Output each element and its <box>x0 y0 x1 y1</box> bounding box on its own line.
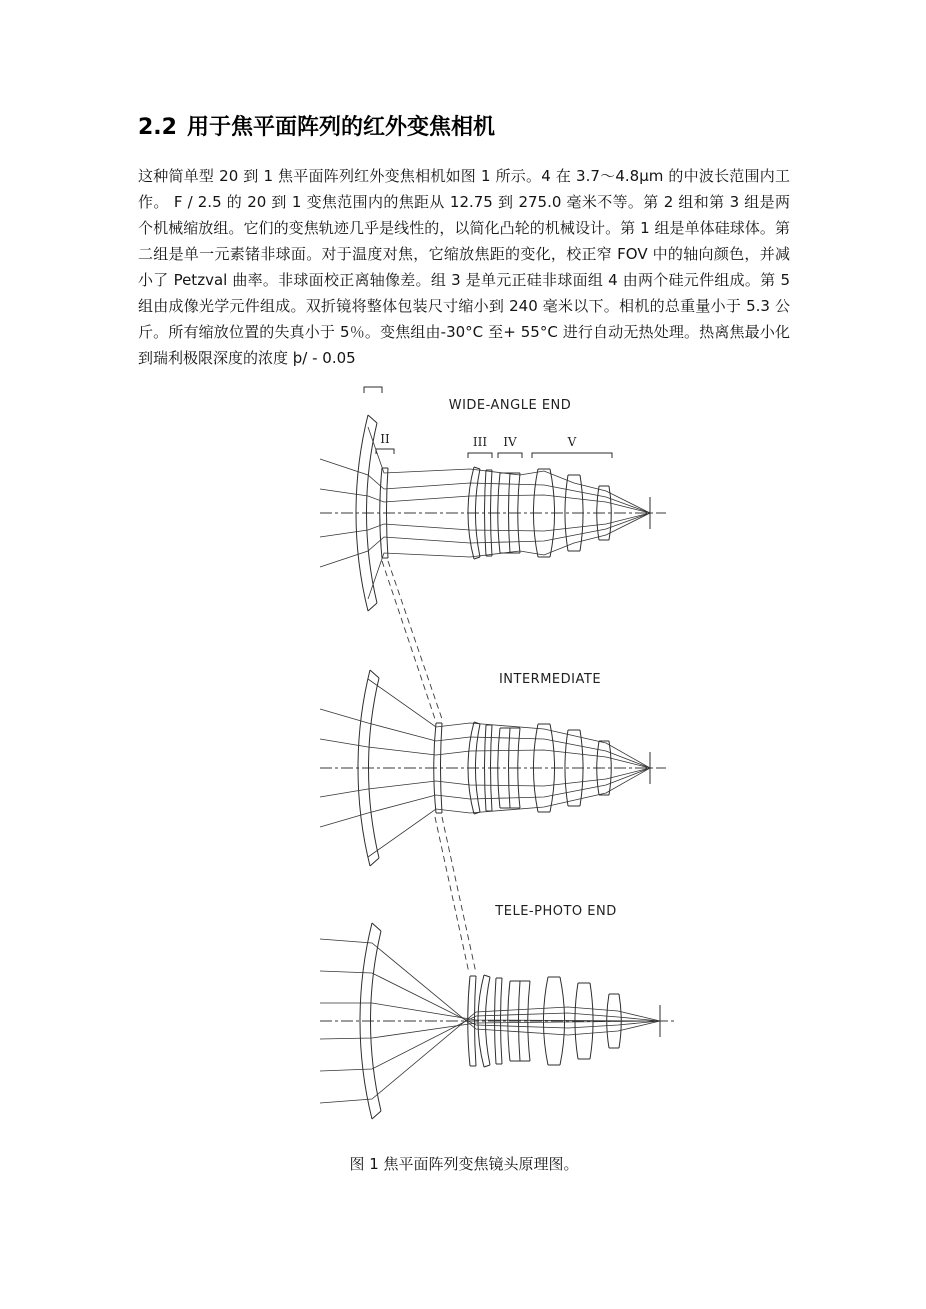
group1-front-lens <box>358 670 379 866</box>
group5-bracket <box>532 453 612 458</box>
group1-bracket <box>364 387 382 393</box>
intermediate-config <box>320 670 666 866</box>
intermediate-label: INTERMEDIATE <box>498 672 602 687</box>
wide-angle-config <box>320 387 666 611</box>
section-title: 用于焦平面阵列的红外变焦相机 <box>186 115 495 140</box>
group3-bracket <box>468 453 492 458</box>
group3-label: III <box>472 435 488 449</box>
lens-figure <box>138 383 790 1174</box>
group2-bracket <box>376 449 394 454</box>
tele-photo-label: TELE-PHOTO END <box>495 904 617 919</box>
body-paragraph: 这种简单型 20 到 1 焦平面阵列红外变焦相机如图 1 所示。4 在 3.7～4.8μm 的中波长范围内工作。 F / 2.5 的 20 到 1 变焦范围内的焦距从 12.75 到 275.0 毫米不等。第 2 组和第 3 组是两个机械缩放组。它们的变焦轨迹几乎是线性的，以简化凸轮的机械设计。第 1 组是单体硅球体。第二组是单一元素锗非球面。对于温度对焦，它缩放焦距的变化，校正窄 FOV 中的轴向颜色，并减小了 Petzval 曲率。非球面校正离轴像差。组 3 是单元正硅非球面组 4 由两个硅元件组成。第 5 组由成像光学元件组成。双折镜将整体包装尺寸缩小到 240 毫米以下。相机的总重量小于 5.3 公斤。所有缩放位置的失真小于 5％。变焦组由-30°C 至+ 55°C 进行自动无热处理。热离焦最小化到瑞利极限深度的浓度 þ/ - 0.05 <box>138 167 790 367</box>
figure-caption: 图 1 焦平面阵列变焦镜头原理图。 <box>349 1155 579 1173</box>
wide-angle-label: WIDE-ANGLE END <box>448 398 572 413</box>
group5-label: V <box>567 435 577 449</box>
section-heading <box>138 110 790 141</box>
group4-bracket <box>498 453 522 458</box>
zoom-lens-diagram <box>318 383 678 1143</box>
zoom-trajectory-lower <box>435 817 476 973</box>
section-number: 2.2 <box>138 115 177 140</box>
group2-label: II <box>380 432 390 446</box>
tele-photo-config <box>320 904 674 1119</box>
group4-label: IV <box>503 435 517 449</box>
